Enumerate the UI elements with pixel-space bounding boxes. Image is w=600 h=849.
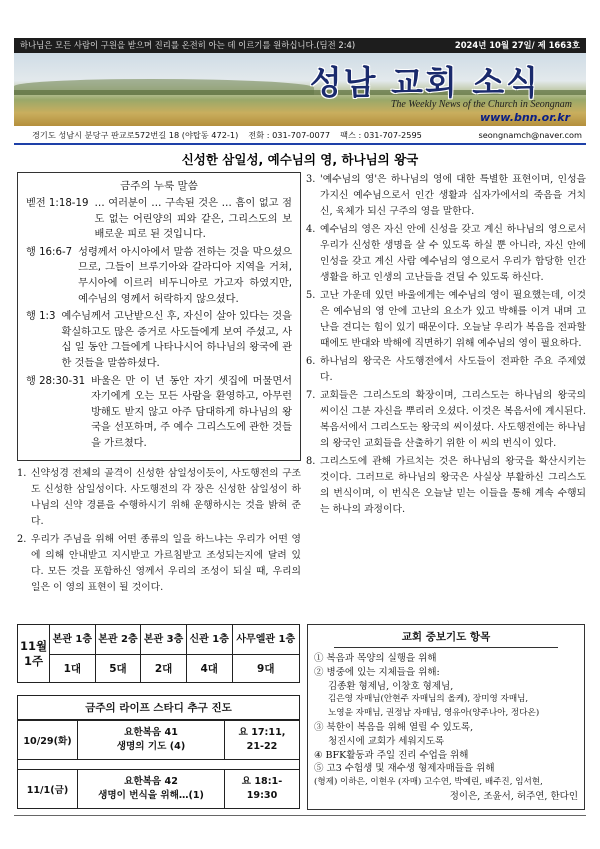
schedule-location: 신관 1층 <box>186 625 232 655</box>
phone: 전화 : 031-707-0077 <box>248 130 331 140</box>
schedule-group: 5대 <box>95 655 141 683</box>
point-number: 5. <box>306 290 316 301</box>
prayer-line: 김은영 자매님(안현주 자매님의 올케), 장미영 자매님, <box>328 694 529 705</box>
study-extra-line: 21-22 <box>246 741 278 752</box>
header-verse: 하나님은 모든 사람이 구원을 받으며 진리를 온전히 아는 데 이르기를 원하십니다.(딤전 2:4) <box>20 40 356 50</box>
point-text: 신약성경 전체의 골격이 신성한 삼일성이듯이, 사도행전의 구조도 신성한 삼일성이다. 사도행전의 각 장은 신성한 삼일성이 하나님의 신약 경륜을 수행하시기 위해 운행하시는 것을 밝혀 준다. <box>31 467 301 527</box>
scripture-box <box>17 172 301 461</box>
table-spacer <box>18 759 299 769</box>
fax: 팩스 : 031-707-2595 <box>340 130 422 140</box>
prayer-line: 정이은, 조윤서, 허주연, 한다인 <box>449 790 578 802</box>
study-main-line: 생명이 번식을 위해…(1) <box>98 790 204 801</box>
newsletter-subtitle: The Weekly News of the Church in Seongnam <box>390 99 572 110</box>
study-main <box>78 721 225 759</box>
verse-ref: 행 16:6-7 <box>26 246 73 258</box>
point-text: 고난 가운데 있던 바울에게는 예수님의 영이 필요했는데, 이것은 예수님의 영 안에 고난의 요소가 있고 박해를 이겨 내며 고난을 견디는 힘이 있기 때문이다. 오늘날 우리가 복음을 전파할 때에도 반대와 박해에 직면하기 위해 예수님의 영이 필요하다. <box>320 290 586 349</box>
prayer-line: ④ BFK활동과 주일 진리 수업을 위해 <box>314 749 469 761</box>
point-number: 8. <box>306 456 316 467</box>
outline-point <box>306 288 586 352</box>
email[interactable]: seongnamch@naver.com <box>478 130 582 140</box>
outline-point <box>306 388 586 452</box>
outline-point <box>17 532 301 596</box>
prayer-line: ① 복음과 목양의 실행을 위해 <box>314 653 437 664</box>
verse-item <box>26 309 292 371</box>
point-number: 1. <box>17 467 27 479</box>
schedule-location: 사무엘관 1층 <box>232 625 300 655</box>
outline-point <box>306 454 586 518</box>
table-row <box>18 720 299 759</box>
verse-ref: 벧전 1:18-19 <box>26 198 89 209</box>
verse-ref: 행 28:30-31 <box>26 375 86 387</box>
verse-item <box>26 245 292 307</box>
point-text: 예수님의 영은 자신 안에 신성을 갖고 계신 하나님의 영으로서 우리가 신성한 생명을 살 수 있도록 하실 뿐 아니라, 자신 안에 인성을 갖고 계신 사람 예수님의 영으로서 우리가 합당한 인간 생활을 하고 인생의 고난들을 견딜 수 있도록 하신다. <box>320 224 586 283</box>
point-text: 우리가 주님을 위해 어떤 종류의 일을 하느냐는 우리가 어떤 영에 의해 안내받고 지시받고 가르침받고 조성되는지에 달려 있다. 모든 것을 포함하신 영께서 우리의 조성이 되실 때, 우리의 일은 이 영의 표현이 될 것이다. <box>31 533 301 593</box>
life-study-table <box>17 695 300 809</box>
header-verse-strip <box>14 38 586 53</box>
point-text: 하나님의 왕국은 사도행전에서 사도들이 전파한 주요 주제였다. <box>320 356 586 383</box>
verse-ref: 행 1:3 <box>26 311 56 323</box>
verse-text: 예수님께서 고난받으신 후, 자신이 살아 있다는 것을 확실하고도 많은 증거로 사도들에게 보여 주셨고, 사십 일 동안 그들에게 나타나시어 하나님의 왕국에 관한 것들을 말씀하셨다. <box>61 311 292 369</box>
website-link[interactable]: www.bnn.or.kr <box>479 111 570 124</box>
right-column <box>306 172 586 520</box>
point-number: 4. <box>306 224 316 235</box>
study-date: 10/29(화) <box>18 721 78 759</box>
outline-point <box>306 222 586 286</box>
prayer-line: 청진시에 교회가 세워지도록 <box>328 735 445 747</box>
schedule-location: 본관 2층 <box>95 625 141 655</box>
prayer-line: ② 병중에 있는 지체들을 위해: <box>314 666 440 678</box>
study-main-line: 요한복음 41 <box>124 727 178 738</box>
footer-divider <box>14 815 586 816</box>
outline-point <box>306 354 586 386</box>
table-row <box>18 769 299 808</box>
masthead-banner <box>14 53 586 126</box>
life-study-title: 금주의 라이프 스타디 추구 진도 <box>18 696 299 720</box>
verse-text: … 여러분이 … 구속된 것은 … 흠이 없고 점도 없는 어린양의 피와 같은, 그리스도의 보배로운 피로 된 것입니다. <box>94 198 292 241</box>
prayer-line: ③ 북한이 복음을 위해 열릴 수 있도록, <box>314 721 474 733</box>
prayer-line: 김종환 형제님, 이창호 형제님, <box>328 680 454 692</box>
newsletter-title: 성남 교회 소식 <box>309 63 540 102</box>
scripture-title: 금주의 누룩 말씀 <box>120 180 198 192</box>
prayer-line: 노영윤 자매님, 권정남 자매님, 영유아(양주나아, 정다온) <box>328 708 540 719</box>
verse-item <box>26 196 292 243</box>
outline-point <box>17 466 301 530</box>
point-number: 6. <box>306 356 316 367</box>
prayer-box <box>307 624 585 810</box>
study-extra <box>225 770 299 808</box>
schedule-location: 본관 1층 <box>50 625 96 655</box>
meeting-schedule-table <box>17 624 300 683</box>
schedule-group: 4대 <box>186 655 232 683</box>
contact-line <box>14 128 586 142</box>
issue-date: 2024년 10월 27일/ 제 1663호 <box>454 40 580 50</box>
point-text: '예수님의 영'은 하나님의 영에 대한 특별한 표현이며, 인성을 가지신 예수님으로서 인간 생활과 십자가에서의 죽음을 거치신, 육체가 되신 구주의 영을 말한다. <box>320 174 586 217</box>
outline-point <box>306 172 586 220</box>
study-date: 11/1(금) <box>18 770 78 808</box>
outline-points-right <box>306 172 586 518</box>
study-extra-line: 요 18:1-19:30 <box>241 776 283 801</box>
outline-points-left <box>17 466 301 596</box>
header-divider <box>14 143 586 145</box>
point-text: 교회들은 그리스도의 확장이며, 그리스도는 하나님의 왕국의 씨이신 그분 자신을 뿌리러 오셨다. 이것은 복음서에 계시된다. 복음서에서 그리스도는 왕국의 씨이셨다. 사도행전에는 하나님의 왕국인 교회들을 산출하기 위한 이 씨의 번식이 있다. <box>320 390 586 449</box>
verse-text: 바울은 만 이 년 동안 자기 셋집에 머물면서 자기에게 오는 모든 사람을 환영하고, 아무런 방해도 받지 않고 아주 담대하게 하나님의 왕국을 선포하며, 주 예수 그리스도에 관한 것들을 가르쳤다. <box>91 375 292 449</box>
schedule-location: 본관 3층 <box>141 625 187 655</box>
schedule-group: 1대 <box>50 655 96 683</box>
verse-text: 성령께서 아시아에서 말씀 전하는 것을 막으셨으므로, 그들이 브루기아와 갈라디아 지역을 거쳐, 무시아에 이르러 비두니아로 가고자 하였지만, 예수님의 영께서 허락하지 않으셨다. <box>78 246 292 305</box>
study-main-line: 생명의 기도 (4) <box>116 741 186 752</box>
page-headline: 신성한 삼일성, 예수님의 영, 하나님의 왕국 <box>181 152 419 167</box>
address: 경기도 성남시 분당구 판교로572번길 18 (야탑동 472-1) <box>32 130 239 140</box>
schedule-group: 9대 <box>232 655 300 683</box>
schedule-group: 2대 <box>141 655 187 683</box>
study-main <box>78 770 225 808</box>
study-main-line: 요한복음 42 <box>124 776 178 787</box>
point-number: 7. <box>306 390 316 401</box>
study-extra <box>225 721 299 759</box>
point-text: 그리스도에 관해 가르치는 것은 하나님의 왕국을 확산시키는 것이다. 그러므로 하나님의 왕국은 사실상 부활하신 그리스도의 번식이며, 이 번식은 오늘날 믿는 이들을 통해 계속 수행되는 하나의 과정이다. <box>320 456 586 515</box>
prayer-title: 교회 중보기도 항목 <box>334 629 558 648</box>
point-number: 3. <box>306 174 316 185</box>
left-column <box>17 172 301 598</box>
study-extra-line: 요 17:11, <box>238 727 286 738</box>
prayer-line: (형제) 이하은, 이현우 (자매) 고수연, 박예린, 배주진, 임서현, <box>314 777 543 788</box>
verse-item <box>26 374 292 452</box>
point-number: 2. <box>17 533 27 545</box>
prayer-line: ⑤ 고3 수험생 및 재수생 형제자매들을 위해 <box>314 763 495 775</box>
schedule-week: 11월 1주 <box>18 625 50 683</box>
